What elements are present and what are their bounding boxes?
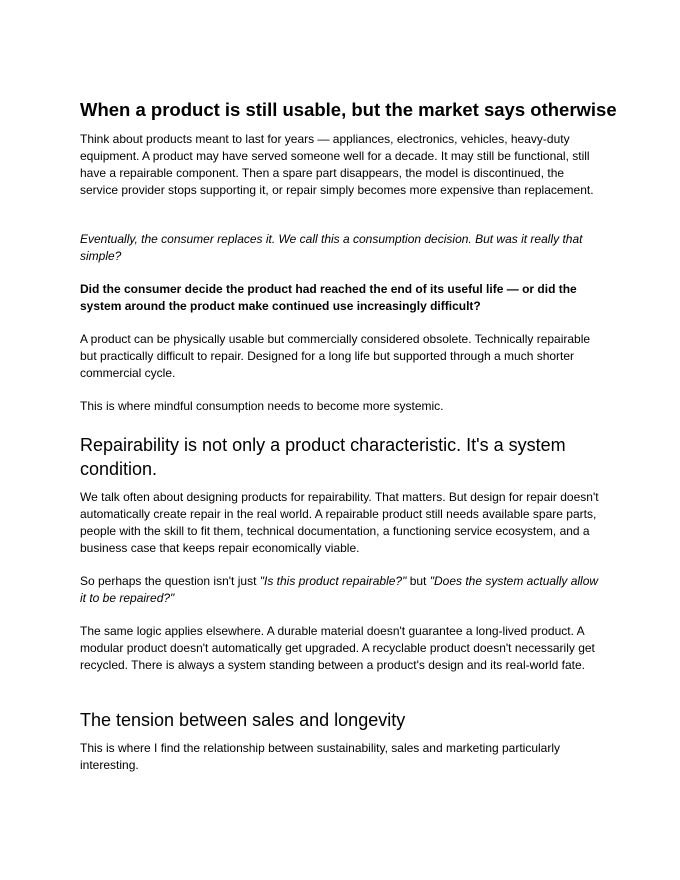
- section-heading-usable-product: When a product is still usable, but the market says otherwise: [80, 99, 617, 120]
- quote-repairable: "Is this product repairable?": [259, 574, 407, 588]
- section-heading-repairability: Repairability is not only a product characteristic. It's a system condition.: [80, 435, 566, 479]
- paragraph-italic-question: [80, 231, 602, 265]
- paragraph-text: Eventually, the consumer replaces it. We call this a consumption decision. But was it really that simple?: [80, 232, 583, 263]
- paragraph-text: The same logic applies elsewhere. A durable material doesn't guarantee a long-lived product. A modular product doesn't automatically get upgraded. A recyclable product doesn't necessarily get recycled. There is always a system standing between a product's design and its real-world fate.: [80, 624, 595, 672]
- paragraph-bold-question: [80, 281, 602, 315]
- paragraph-question: [80, 573, 602, 607]
- paragraph-text: A product can be physically usable but commercially considered obsolete. Technically repairable but practically difficult to repair. Designed for a long life but supported through a much shorter commercial cycle.: [80, 332, 591, 380]
- paragraph-text: We talk often about designing products for repairability. That matters. But design for repair doesn't automatically create repair in the real world. A repairable product still needs available spare parts, people with the skill to fit them, technical documentation, a functioning service ecosystem, and a business case that keeps repair economically viable.: [80, 490, 599, 555]
- text-mid: but: [406, 574, 430, 588]
- text-lead: So perhaps the question isn't just: [80, 574, 260, 588]
- paragraph-text: Think about products meant to last for years — appliances, electronics, vehicles, heavy-duty equipment. A product may have served someone well for a decade. It may still be functional, still have a repairable component. Then a spare part disappears, the model is discontinued, the service provider stops supporting it, or repair simply becomes more expensive than replacement.: [80, 132, 594, 197]
- quote-system-allows: "Does the system actually allow it to be repaired?": [80, 574, 599, 605]
- paragraph-same-logic: [80, 623, 602, 674]
- section-heading-tension-wrap: [80, 708, 602, 732]
- section-heading-repairability-wrap: [80, 433, 580, 481]
- paragraph-text: [80, 573, 602, 607]
- paragraph-design-for-repair: [80, 489, 602, 557]
- paragraph-obsolete: [80, 331, 602, 382]
- paragraph-intro: [80, 131, 602, 199]
- paragraph-text: Did the consumer decide the product had reached the end of its useful life — or did the system around the product make continued use increasingly difficult?: [80, 282, 577, 313]
- paragraph-text: This is where mindful consumption needs to become more systemic.: [80, 399, 444, 413]
- paragraph-systemic: [80, 398, 602, 415]
- paragraph-text: This is where I find the relationship between sustainability, sales and marketing particularly interesting.: [80, 741, 561, 772]
- paragraph-sales-marketing: [80, 740, 602, 774]
- section-heading-tension: The tension between sales and longevity: [80, 710, 406, 730]
